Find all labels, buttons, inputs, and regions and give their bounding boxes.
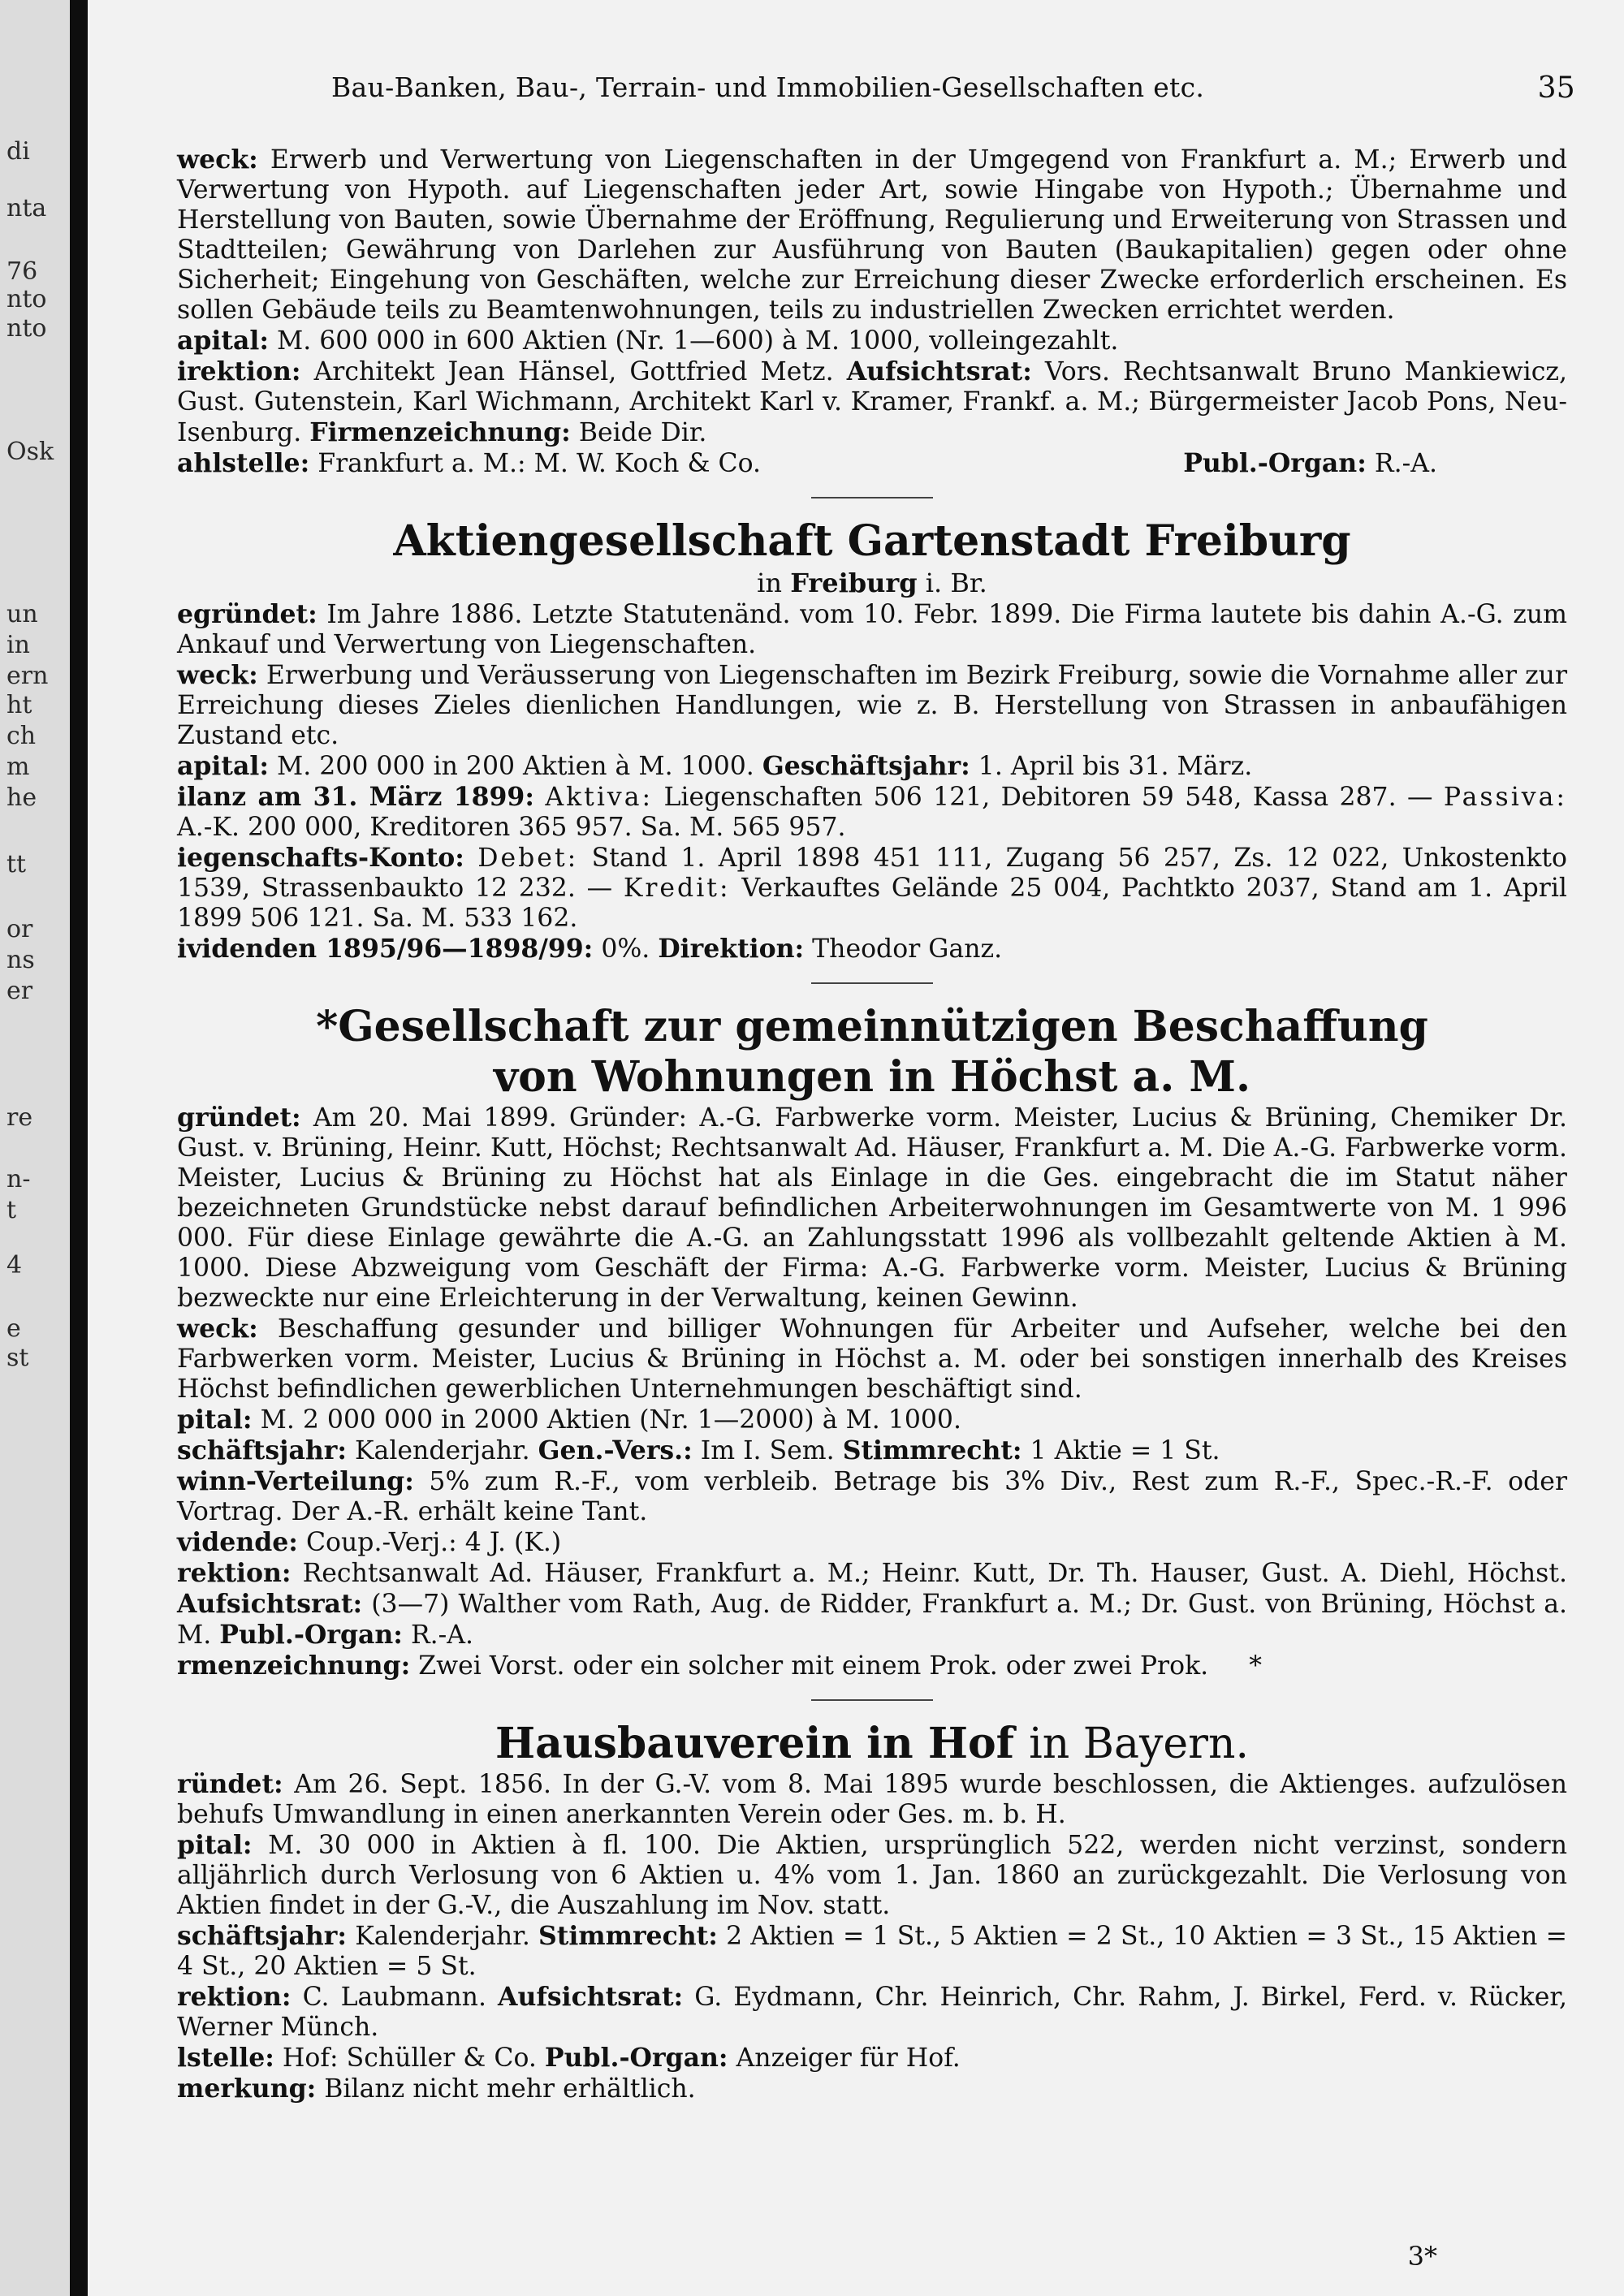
margin-fragment: he bbox=[6, 783, 37, 812]
star-mark: * bbox=[1249, 1651, 1262, 1681]
entry-field: irektion: Architekt Jean Hänsel, Gottfried Metz. Aufsichtsrat: Vors. Rechtsanwalt Bruno Mankiewicz, Gust. Gutenstein, Karl Wichmann, Architekt Karl v. Kramer, Frankf. a. M.; Bürgermeister Jacob Pons, Neu-Isenburg. Firmenzeichnung: Beide Dir. bbox=[177, 356, 1567, 447]
entry-field: lstelle: Hof: Schüller & Co. Publ.-Organ: Anzeiger für Hof. bbox=[177, 2043, 961, 2073]
entry-field: weck: Beschaffung gesunder und billiger Wohnungen für Arbeiter und Aufseher, welche bei den Farbwerken vorm. Meister, Lucius & Brüning in Höchst a. M. oder bei sonstigen innerhalb des Kreises Höchst befindlichen gewerblichen Unternehmungen beschäftigt sind. bbox=[177, 1314, 1567, 1404]
entry-hausbauverein-hof bbox=[177, 1719, 1567, 2104]
book-page bbox=[88, 0, 1624, 2296]
entry-field: ilanz am 31. März 1899: Aktiva: Liegenschaften 506 121, Debitoren 59 548, Kassa 287. — Passiva: A.-K. 200 000, Kreditoren 365 957. Sa. M. 565 957. bbox=[177, 782, 1567, 842]
margin-fragment: un bbox=[6, 600, 38, 628]
entry-field: vidende: Coup.-Verj.: 4 J. (K.) bbox=[177, 1527, 562, 1557]
entry-field: rektion: Rechtsanwalt Ad. Häuser, Frankfurt a. M.; Heinr. Kutt, Dr. Th. Hauser, Gust. A. Diehl, Höchst. Aufsichtsrat: (3—7) Walther vom Rath, Aug. de Ridder, Frankfurt a. M.; Dr. Gust. von Brüning, Höchst a. M. Publ.-Organ: R.-A. bbox=[177, 1558, 1568, 1650]
margin-fragment: ch bbox=[6, 722, 37, 750]
margin-fragment: e bbox=[6, 1314, 21, 1343]
margin-fragment: tt bbox=[6, 850, 27, 878]
margin-fragment: t bbox=[6, 1196, 17, 1224]
margin-fragment: nta bbox=[6, 194, 47, 222]
entry-field: rmenzeichnung: Zwei Vorst. oder ein solcher mit einem Prok. oder zwei Prok. * bbox=[177, 1651, 1262, 1681]
entry-field: iegenschafts-Konto: Debet: Stand 1. April 1898 451 111, Zugang 56 257, Zs. 12 022, Unkostenkto 1539, Strassenbaukto 12 232. — Kredit: Verkauftes Gelände 25 004, Pachtkto 2037, Stand am 1. April 1899 506 121. Sa. M. 533 162. bbox=[177, 843, 1568, 933]
margin-fragment: nto bbox=[6, 314, 47, 343]
margin-fragment: nto bbox=[6, 285, 47, 313]
margin-fragment: n- bbox=[6, 1165, 31, 1193]
signature-mark: 3* bbox=[1407, 2241, 1437, 2272]
margin-fragment: ern bbox=[6, 662, 49, 690]
entry-field: gründet: Am 20. Mai 1899. Gründer: A.-G. Farbwerke vorm. Meister, Lucius & Brüning, Chemiker Dr. Gust. v. Brüning, Heinr. Kutt, Höchst; Rechtsanwalt Ad. Häuser, Frankfurt a. M. Die A.-G. Farbwerke vorm. Meister, Lucius & Brüning zu Höchst hat als Einlage in die Ges. eingebracht die im Statut näher bezeichneten Grundstücke nebst darauf befindlichen Arbeiterwohnungen im Gesamtwerte von M. 1 996 000. Für diese Einlage gewährte die A.-G. an Zahlungsstatt 1996 als vollbezahlt geltende Aktien à M. 1000. Diese Abzweigung vom Geschäft der Firma: A.-G. Farbwerke vorm. Meister, Lucius & Brüning bezweckte nur eine Erleichterung in der Verwaltung, keinen Gewinn. bbox=[177, 1103, 1567, 1313]
entry-gartenstadt-freiburg bbox=[177, 516, 1567, 965]
company-title: Hausbauverein in Hof in Bayern. bbox=[495, 1719, 1250, 1768]
page-content bbox=[177, 145, 1567, 2104]
margin-fragment: st bbox=[6, 1344, 29, 1372]
entry-field: schäftsjahr: Kalenderjahr. Gen.-Vers.: Im I. Sem. Stimmrecht: 1 Aktie = 1 St. bbox=[177, 1435, 1220, 1465]
margin-fragment: in bbox=[6, 631, 30, 659]
entry-field: ründet: Am 26. Sept. 1856. In der G.-V. vom 8. Mai 1895 wurde beschlossen, die Aktienges. aufzulösen behufs Umwandlung in einen anerkannten Verein oder Ges. m. b. H. bbox=[177, 1769, 1567, 1829]
section-divider bbox=[811, 982, 933, 984]
entry-field: egründet: Im Jahre 1886. Letzte Statutenänd. vom 10. Febr. 1899. Die Firma lautete bis dahin A.-G. zum Ankauf und Verwertung von Liegenschaften. bbox=[177, 599, 1567, 659]
company-title: Aktiengesellschaft Gartenstadt Freiburg bbox=[393, 516, 1351, 566]
entry-field: winn-Verteilung: 5% zum R.-F., vom verbleib. Betrage bis 3% Div., Rest zum R.-F., Spec.-R.-F. oder Vortrag. Der A.-R. erhält keine Tant. bbox=[177, 1466, 1568, 1526]
company-title-line2: von Wohnungen in Höchst a. M. bbox=[493, 1052, 1251, 1102]
entry-field: weck: Erwerb und Verwertung von Liegenschaften in der Umgegend von Frankfurt a. M.; Erwerb und Verwertung von Hypoth. auf Liegenschaften jeder Art, sowie Hingabe von Hypoth.; Übernahme und Herstellung von Bauten, sowie Übernahme der Eröffnung, Regulierung und Erweiterung von Strassen und Stadtteilen; Gewährung von Darlehen zur Ausführung von Bauten (Baukapitalien) gegen oder ohne Sicherheit; Eingehung von Geschäften, welche zur Erreichung dieser Zwecke erforderlich erscheinen. Es sollen Gebäude teils zu Beamtenwohnungen, teils zu industriellen Zwecken errichtet werden. bbox=[177, 145, 1567, 325]
header-title: Bau-Banken, Bau-, Terrain- und Immobilien-Gesellschaften etc. bbox=[331, 71, 1205, 103]
entry-field: weck: Erwerbung und Veräusserung von Liegenschaften im Bezirk Freiburg, sowie die Vornahme aller zur Erreichung dieses Zieles dienlichen Handlungen, wie z. B. Herstellung von Strassen in anbaufähigen Zustand etc. bbox=[177, 660, 1568, 750]
company-title-line1: *Gesellschaft zur gemeinnützigen Beschaffung bbox=[316, 1002, 1428, 1051]
entry-field: apital: M. 200 000 in 200 Aktien à M. 1000. Geschäftsjahr: 1. April bis 31. März. bbox=[177, 751, 1253, 781]
section-divider bbox=[811, 1699, 933, 1701]
entry-frankfurt-continuation bbox=[177, 145, 1567, 479]
entry-field: rektion: C. Laubmann. Aufsichtsrat: G. Eydmann, Chr. Heinrich, Chr. Rahm, J. Birkel, Ferd. v. Rücker, Werner Münch. bbox=[177, 1982, 1567, 2042]
entry-field: pital: M. 30 000 in Aktien à fl. 100. Die Aktien, ursprünglich 522, werden nicht verzinst, sondern alljährlich durch Verlosung von 6 Aktien u. 4% vom 1. Jan. 1860 an zurückgezahlt. Die Verlosung von Aktien findet in der G.-V., die Auszahlung im Nov. statt. bbox=[177, 1830, 1567, 1920]
entry-hoechst-wohnungen bbox=[177, 1002, 1567, 1681]
running-header bbox=[331, 71, 1575, 105]
margin-fragment: ht bbox=[6, 691, 32, 719]
margin-fragment: re bbox=[6, 1103, 33, 1132]
margin-fragment: ns bbox=[6, 946, 35, 974]
margin-fragment: 4 bbox=[6, 1251, 23, 1280]
entry-field: merkung: Bilanz nicht mehr erhältlich. bbox=[177, 2074, 696, 2104]
margin-fragment: 76 bbox=[6, 257, 38, 286]
company-location: in Freiburg i. Br. bbox=[757, 568, 987, 598]
left-page-fragment bbox=[0, 0, 70, 2296]
page-number: 35 bbox=[1537, 71, 1575, 105]
entry-field: schäftsjahr: Kalenderjahr. Stimmrecht: 2 Aktien = 1 St., 5 Aktien = 2 St., 10 Aktien = 3 St., 15 Aktien = 4 St., 20 Aktien = 5 St. bbox=[177, 1921, 1568, 1981]
book-gutter bbox=[70, 0, 89, 2296]
entry-field: ahlstelle: Frankfurt a. M.: M. W. Koch & Co. Publ.-Organ: R.-A. bbox=[177, 448, 1437, 478]
margin-fragment: er bbox=[6, 977, 33, 1005]
entry-field: pital: M. 2 000 000 in 2000 Aktien (Nr. 1—2000) à M. 1000. bbox=[177, 1405, 961, 1435]
entry-field: apital: M. 600 000 in 600 Aktien (Nr. 1—600) à M. 1000, volleingezahlt. bbox=[177, 326, 1119, 356]
margin-fragment: di bbox=[6, 137, 30, 166]
margin-fragment: or bbox=[6, 915, 33, 943]
section-divider bbox=[811, 497, 933, 498]
margin-fragment: m bbox=[6, 753, 30, 781]
entry-field: ividenden 1895/96—1898/99: 0%. Direktion: Theodor Ganz. bbox=[177, 934, 1003, 964]
margin-fragment: Osk bbox=[6, 438, 54, 466]
